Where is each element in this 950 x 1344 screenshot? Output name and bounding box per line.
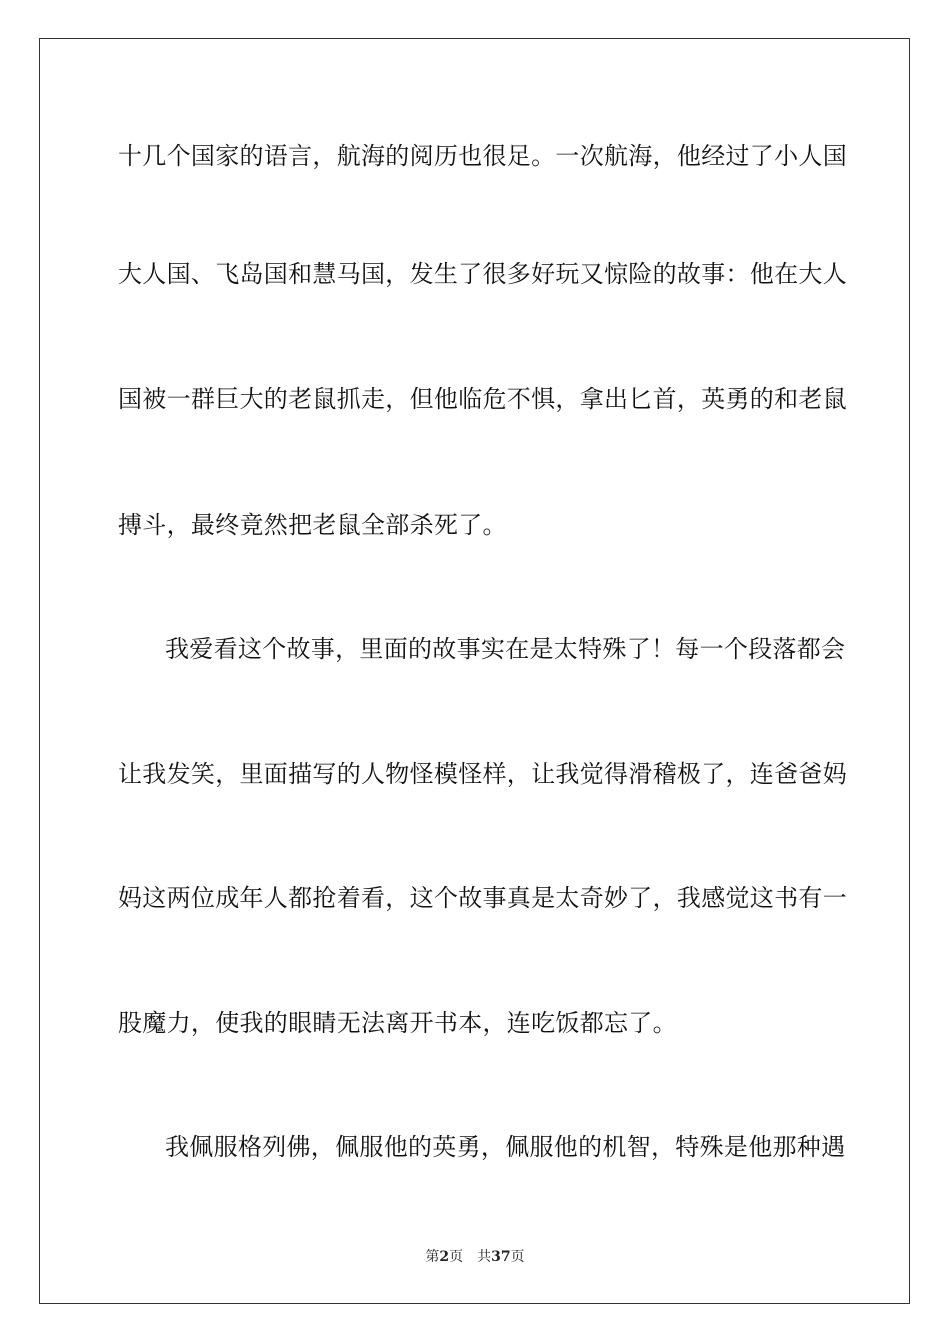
page-border	[39, 38, 910, 1304]
body-text-line: 股魔力，使我的眼睛无法离开书本，连吃饭都忘了。	[118, 1009, 677, 1037]
page-prefix: 第	[425, 1249, 440, 1265]
body-text-line: 国被一群巨大的老鼠抓走，但他临危不惧，拿出匕首，英勇的和老鼠	[118, 385, 847, 413]
total-pages: 37	[491, 1249, 511, 1265]
body-text-line: 搏斗，最终竟然把老鼠全部杀死了。	[118, 511, 507, 539]
page-suffix: 页	[449, 1249, 464, 1265]
body-text-line: 让我发笑，里面描写的人物怪模怪样，让我觉得滑稽极了，连爸爸妈	[118, 760, 847, 788]
page-number: 2	[439, 1249, 450, 1265]
paragraph-first-line: 我爱看这个故事，里面的故事实在是太特殊了！每一个段落都会	[165, 635, 846, 663]
body-text-line: 妈这两位成年人都抢着看，这个故事真是太奇妙了，我感觉这书有一	[118, 884, 847, 912]
body-text-line: 十几个国家的语言，航海的阅历也很足。一次航海，他经过了小人国	[118, 142, 847, 170]
total-suffix: 页	[510, 1249, 525, 1265]
page-footer	[0, 1248, 950, 1266]
total-prefix: 共	[477, 1249, 492, 1265]
body-text-line: 大人国、飞岛国和慧马国，发生了很多好玩又惊险的故事：他在大人	[118, 260, 847, 288]
paragraph-first-line: 我佩服格列佛，佩服他的英勇，佩服他的机智，特殊是他那种遇	[165, 1133, 846, 1161]
